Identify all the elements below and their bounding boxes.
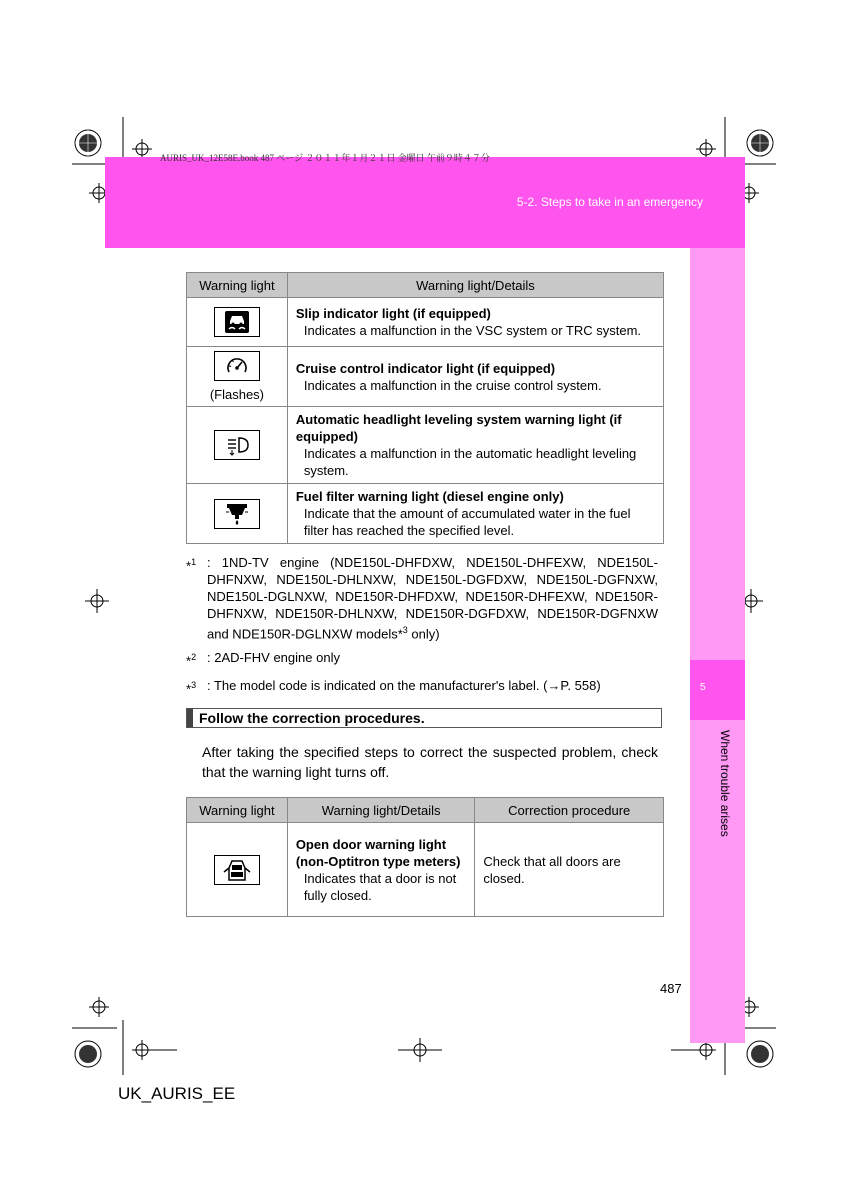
footnote-ref: 3: [402, 625, 408, 635]
warning-description: Indicate that the amount of accumulated water in the fuel filter has reached the specified level.: [303, 506, 631, 538]
table-header-row: [187, 798, 664, 823]
cruise-control-icon: [214, 351, 260, 381]
table-row: [187, 823, 664, 917]
footnote-text: [207, 554, 658, 642]
warning-title: Cruise control indicator light (if equipped): [295, 360, 556, 376]
table-header-cell: Warning light: [187, 798, 288, 823]
footnote-mark: [186, 649, 207, 669]
fuel-filter-icon: [214, 499, 260, 529]
icon-cell: [187, 347, 288, 407]
side-tab: [690, 248, 745, 1043]
flashes-note: (Flashes): [209, 387, 265, 402]
asterisk: *: [186, 558, 192, 574]
warning-description: Indicates that a door is not fully closed.: [303, 870, 457, 903]
warning-lights-table: [186, 272, 664, 544]
side-tab-number-block: [690, 660, 745, 720]
asterisk: *: [397, 626, 403, 642]
asterisk: *: [186, 680, 192, 696]
footnote-number: 3: [191, 679, 197, 690]
icon-cell: [187, 823, 288, 917]
side-tab-number: 5: [700, 682, 706, 693]
warning-description: Indicates a malfunction in the automatic headlight leveling system.: [303, 446, 637, 478]
footnote-mark: [186, 554, 207, 642]
detail-cell: [287, 347, 663, 407]
table-header-cell: Warning light/Details: [287, 798, 475, 823]
warning-title: Fuel filter warning light (diesel engine only): [295, 489, 564, 504]
footnote-text: : 2AD-FHV engine only: [207, 650, 340, 666]
registration-mark-bottom-left: [62, 970, 182, 1080]
warning-description: Indicates a malfunction in the VSC system or TRC system.: [303, 323, 642, 338]
table-row: [187, 484, 664, 544]
subheading-text: Follow the correction procedures.: [199, 710, 425, 726]
warning-title: Automatic headlight leveling system warning light (if equipped): [295, 412, 622, 444]
asterisk: *: [186, 653, 192, 669]
footer-code: UK_AURIS_EE: [118, 1084, 236, 1103]
headlight-leveling-icon: [214, 430, 260, 460]
table-header-row: [187, 273, 664, 298]
side-tab-label: When trouble arises: [718, 730, 732, 837]
table-row: [187, 298, 664, 347]
icon-cell: [187, 484, 288, 544]
open-door-icon: [214, 855, 260, 885]
footnote-tail: only): [407, 626, 440, 642]
detail-cell: [287, 407, 663, 484]
registration-mark-bottom-center: [395, 1035, 445, 1065]
table-header-cell: Warning light: [187, 273, 288, 298]
header-band: [105, 157, 745, 248]
registration-mark-mid-left: [82, 586, 112, 616]
procedure-cell: Check that all doors are closed.: [475, 823, 664, 917]
subheading: [186, 708, 662, 728]
correction-table: [186, 797, 664, 917]
table-header-cell: Warning light/Details: [287, 273, 663, 298]
footnote: [186, 649, 658, 669]
footnote: [186, 677, 658, 697]
footnote-body: : 1ND-TV engine (NDE150L-DHFDXW, NDE150L-DHFEXW, NDE150L-DHFNXW, NDE150L-DHLNXW, NDE150L-DGFDXW, NDE150L-DGFNXW, NDE150L-DGLNXW, NDE150R-DHFDXW, NDE150R-DHFEXW, NDE150R-DHFNXW, NDE150R-DHLNXW, NDE150R-DGFDXW, NDE150R-DGFNXW and NDE150R-DGLNXW models: [207, 555, 658, 642]
warning-title: Slip indicator light (if equipped): [295, 306, 491, 321]
footnote-mark: [186, 677, 207, 697]
footnote-text: : The model code is indicated on the manufacturer's label. (→P. 558): [207, 677, 601, 693]
table-header-cell: Correction procedure: [475, 798, 664, 823]
table-row: [187, 407, 664, 484]
slip-indicator-icon: [214, 307, 260, 337]
file-meta: AURIS_UK_12E58E.book 487 ページ ２０１１年１月２１日 金曜日 午前９時４７分: [160, 153, 490, 163]
body-paragraph: After taking the specified steps to correct the suspected problem, check that the warning light turns off.: [202, 744, 658, 780]
footnote-number: 1: [191, 557, 197, 567]
footnotes: [186, 554, 658, 704]
table-row: [187, 347, 664, 407]
section-title: 5-2. Steps to take in an emergency: [516, 195, 703, 209]
footnote: [186, 554, 658, 642]
icon-cell: [187, 298, 288, 347]
detail-cell: [287, 823, 475, 917]
footnote-number: 2: [191, 652, 197, 663]
detail-cell: [287, 298, 663, 347]
warning-description: Indicates a malfunction in the cruise control system.: [303, 377, 602, 393]
warning-title: Open door warning light (non-Optitron type meters): [295, 836, 461, 869]
detail-cell: [287, 484, 663, 544]
page-number: 487: [660, 981, 682, 996]
subheading-bar: [187, 709, 193, 727]
icon-cell: [187, 407, 288, 484]
